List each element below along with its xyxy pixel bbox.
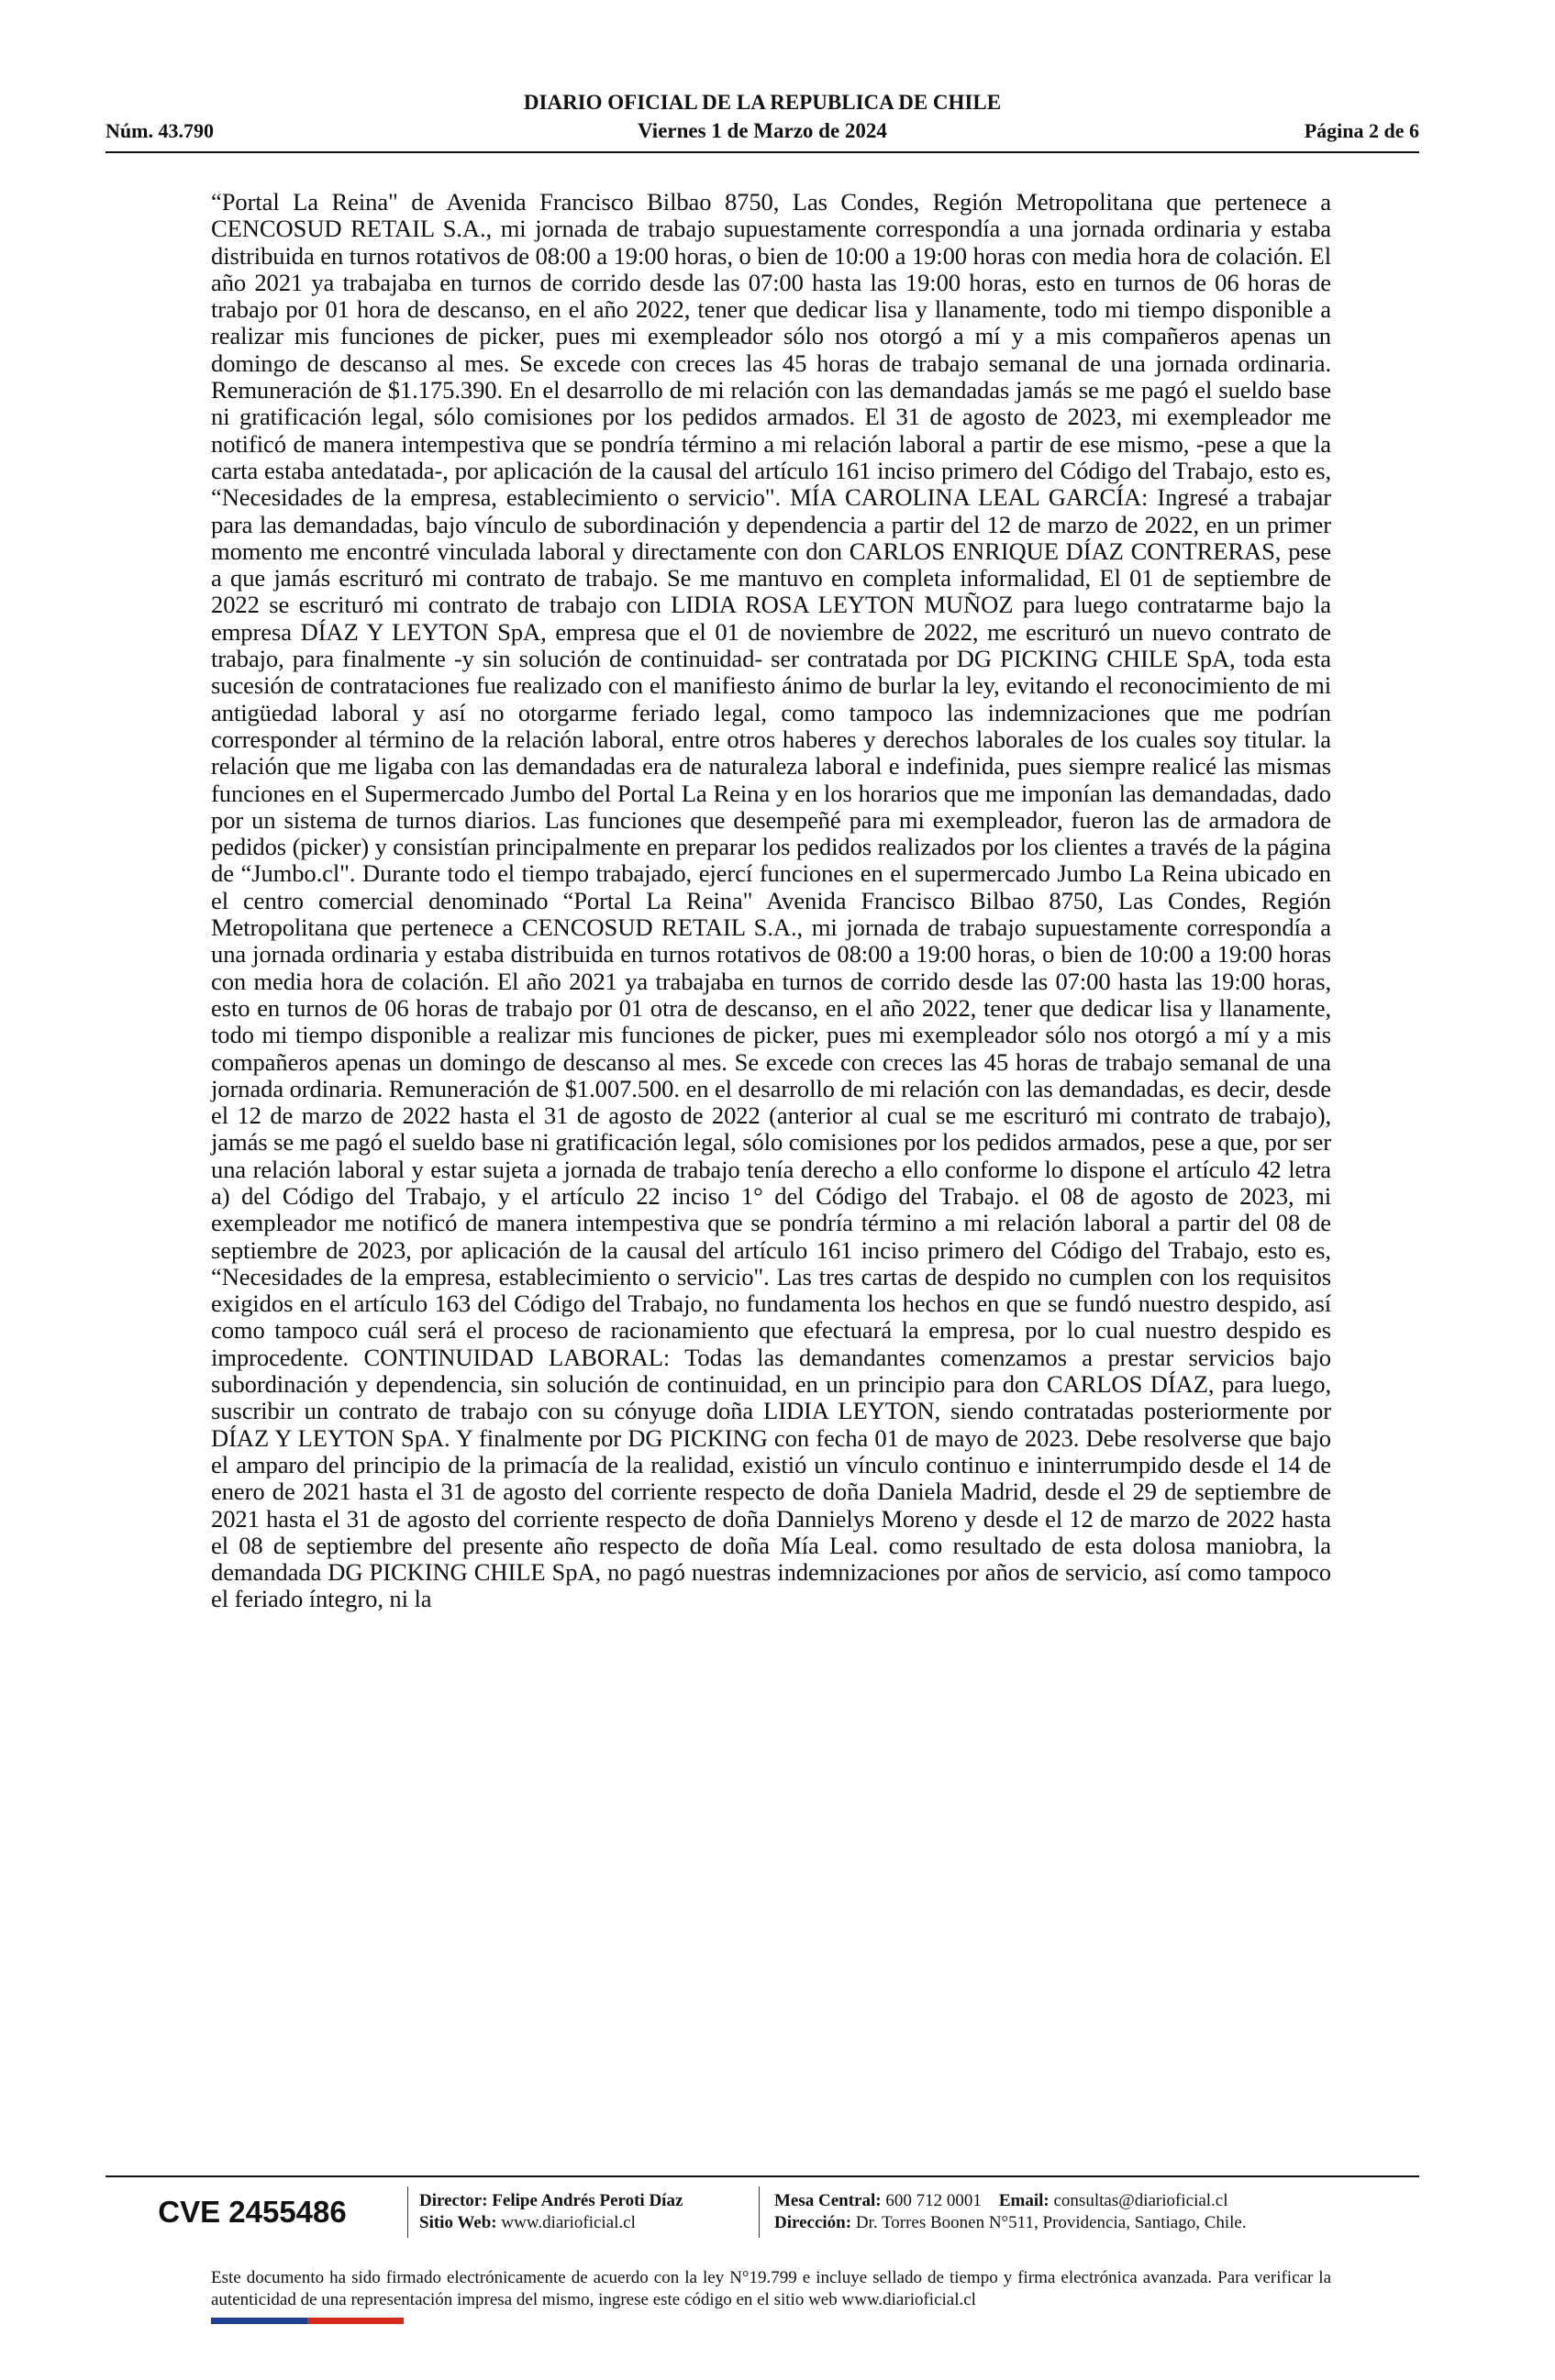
publication-date: Viernes 1 de Marzo de 2024 — [638, 119, 887, 142]
cve-code: CVE 2455486 — [158, 2195, 347, 2229]
footer-divider — [106, 2175, 1419, 2177]
director-name: Felipe Andrés Peroti Díaz — [492, 2191, 683, 2210]
issue-number: Núm. 43.790 — [106, 119, 214, 142]
flag-red-segment — [307, 2318, 404, 2324]
page-footer — [106, 2181, 1419, 2243]
mesa-phone: 600 712 0001 — [885, 2191, 982, 2210]
footer-contact-block — [774, 2190, 1247, 2234]
footer-separator — [759, 2186, 760, 2238]
email-link[interactable]: consultas@diarioficial.cl — [1053, 2191, 1228, 2210]
signature-note: Este documento ha sido firmado electrónicamente de acuerdo con la ley N°19.799 e incluye sellado de tiempo y firma electrónica avanzada. Para verificar la autenticidad de una representación impresa del mismo, ingrese este código en el sitio web www.diarioficial.cl — [211, 2268, 1331, 2309]
address-label: Dirección: — [774, 2213, 852, 2232]
mesa-label: Mesa Central: — [774, 2191, 882, 2210]
flag-bar — [211, 2318, 404, 2324]
header-center — [106, 88, 1419, 145]
website-link[interactable]: www.diarioficial.cl — [501, 2213, 636, 2232]
page-header — [106, 88, 1419, 147]
footer-director-block — [419, 2190, 683, 2234]
page-indicator: Página 2 de 6 — [1304, 119, 1419, 142]
website-label: Sitio Web: — [419, 2213, 497, 2232]
publication-title: DIARIO OFICIAL DE LA REPUBLICA DE CHILE — [523, 91, 1002, 114]
address-value: Dr. Torres Boonen N°511, Providencia, Santiago, Chile. — [855, 2213, 1247, 2232]
director-label: Director: — [419, 2191, 488, 2210]
footer-separator — [407, 2186, 408, 2238]
header-divider — [106, 151, 1419, 153]
email-label: Email: — [998, 2191, 1050, 2210]
flag-blue-segment — [211, 2318, 307, 2324]
document-body: “Portal La Reina" de Avenida Francisco Bilbao 8750, Las Condes, Región Metropolitana que pertenece a CENCOSUD RETAIL S.A., mi jornada de trabajo supuestamente correspondía a una jornada ordinaria y estaba distribuida en turnos rotativos de 08:00 a 19:00 horas, o bien de 10:00 a 19:00 horas con media hora de colación. El año 2021 ya trabajaba en turnos de corrido desde las 07:00 hasta las 19:00 horas, esto en turnos de 06 horas de trabajo por 01 hora de descanso, en el año 2022, tener que dedicar lisa y llanamente, todo mi tiempo disponible a realizar mis funciones de picker, pues mi exempleador sólo nos otorgó a mí y a mis compañeros apenas un domingo de descanso al mes. Se excede con creces las 45 horas de trabajo semanal de una jornada ordinaria. Remuneración de $1.175.390. En el desarrollo de mi relación con las demandadas jamás se me pagó el sueldo base ni gratificación legal, sólo comisiones por los pedidos armados. El 31 de agosto de 2023, mi exempleador me notificó de manera intempestiva que se pondría término a mi relación laboral a partir de ese mismo, -pese a que la carta estaba antedatada-, por aplicación de la causal del artículo 161 inciso primero del Código del Trabajo, esto es, “Necesidades de la empresa, establecimiento o servicio". MÍA CAROLINA LEAL GARCÍA: Ingresé a trabajar para las demandadas, bajo vínculo de subordinación y dependencia a partir del 12 de marzo de 2022, en un primer momento me encontré vinculada laboral y directamente con don CARLOS ENRIQUE DÍAZ CONTRERAS, pese a que jamás escrituró mi contrato de trabajo. Se me mantuvo en completa informalidad, El 01 de septiembre de 2022 se escrituró mi contrato de trabajo con LIDIA ROSA LEYTON MUÑOZ para luego contratarme bajo la empresa DÍAZ Y LEYTON SpA, empresa que el 01 de noviembre de 2022, me escrituró un nuevo contrato de trabajo, para finalmente -y sin solución de continuidad- ser contratada por DG PICKING CHILE SpA, toda esta sucesión de contrataciones fue realizado con el manifiesto ánimo de burlar la ley, evitando el reconocimiento de mi antigüedad laboral y así no otorgarme feriado legal, como tampoco las indemnizaciones que me podrían corresponder al término de la relación laboral, entre otros haberes y derechos laborales de los cuales soy titular. la relación que me ligaba con las demandadas era de naturaleza laboral e indefinida, pues siempre realicé las mismas funciones en el Supermercado Jumbo del Portal La Reina y en los horarios que me imponían las demandadas, dado por un sistema de turnos diarios. Las funciones que desempeñé para mi exempleador, fueron las de armadora de pedidos (picker) y consistían principalmente en preparar los pedidos realizados por los clientes a través de la página de “Jumbo.cl". Durante todo el tiempo trabajado, ejercí funciones en el supermercado Jumbo La Reina ubicado en el centro comercial denominado “Portal La Reina" Avenida Francisco Bilbao 8750, Las Condes, Región Metropolitana que pertenece a CENCOSUD RETAIL S.A., mi jornada de trabajo supuestamente correspondía a una jornada ordinaria y estaba distribuida en turnos rotativos de 08:00 a 19:00 horas, o bien de 10:00 a 19:00 horas con media hora de colación. El año 2021 ya trabajaba en turnos de corrido desde las 07:00 hasta las 19:00 horas, esto en turnos de 06 horas de trabajo por 01 otra de descanso, en el año 2022, tener que dedicar lisa y llanamente, todo mi tiempo disponible a realizar mis funciones de picker, pues mi exempleador sólo nos otorgó a mí y a mis compañeros apenas un domingo de descanso al mes. Se excede con creces las 45 horas de trabajo semanal de una jornada ordinaria. Remuneración de $1.007.500. en el desarrollo de mi relación con las demandadas, es decir, desde el 12 de marzo de 2022 hasta el 31 de agosto de 2022 (anterior al cual se me escrituró mi contrato de trabajo), jamás se me pagó el sueldo base ni gratificación legal, sólo comisiones por los pedidos armados, pese a que, por ser una relación laboral y estar sujeta a jornada de trabajo tenía derecho a ello conforme lo dispone el artículo 42 letra a) del Código del Trabajo, y el artículo 22 inciso 1° del Código del Trabajo. el 08 de agosto de 2023, mi exempleador me notificó de manera intempestiva que se pondría término a mi relación laboral a partir del 08 de septiembre de 2023, por aplicación de la causal del artículo 161 inciso primero del Código del Trabajo, esto es, “Necesidades de la empresa, establecimiento o servicio". Las tres cartas de despido no cumplen con los requisitos exigidos en el artículo 163 del Código del Trabajo, no fundamenta los hechos en que se fundó nuestro despido, así como tampoco cuál será el proceso de racionamiento que efectuará la empresa, por lo cual nuestro despido es improcedente. CONTINUIDAD LABORAL: Todas las demandantes comenzamos a prestar servicios bajo subordinación y dependencia, sin solución de continuidad, en un principio para don CARLOS DÍAZ, para luego, suscribir un contrato de trabajo con su cónyuge doña LIDIA LEYTON, siendo contratadas posteriormente por DÍAZ Y LEYTON SpA. Y finalmente por DG PICKING con fecha 01 de mayo de 2023. Debe resolverse que bajo el amparo del principio de la primacía de la realidad, existió un vínculo continuo e ininterrumpido desde el 14 de enero de 2021 hasta el 31 de agosto del corriente respecto de doña Daniela Madrid, desde el 29 de septiembre de 2021 hasta el 31 de agosto del corriente respecto de doña Dannielys Moreno y desde el 12 de marzo de 2022 hasta el 08 de septiembre del presente año respecto de doña Mía Leal. como resultado de esta dolosa maniobra, la demandada DG PICKING CHILE SpA, no pagó nuestras indemnizaciones por años de servicio, así como tampoco el feriado íntegro, ni la — [211, 188, 1331, 1613]
